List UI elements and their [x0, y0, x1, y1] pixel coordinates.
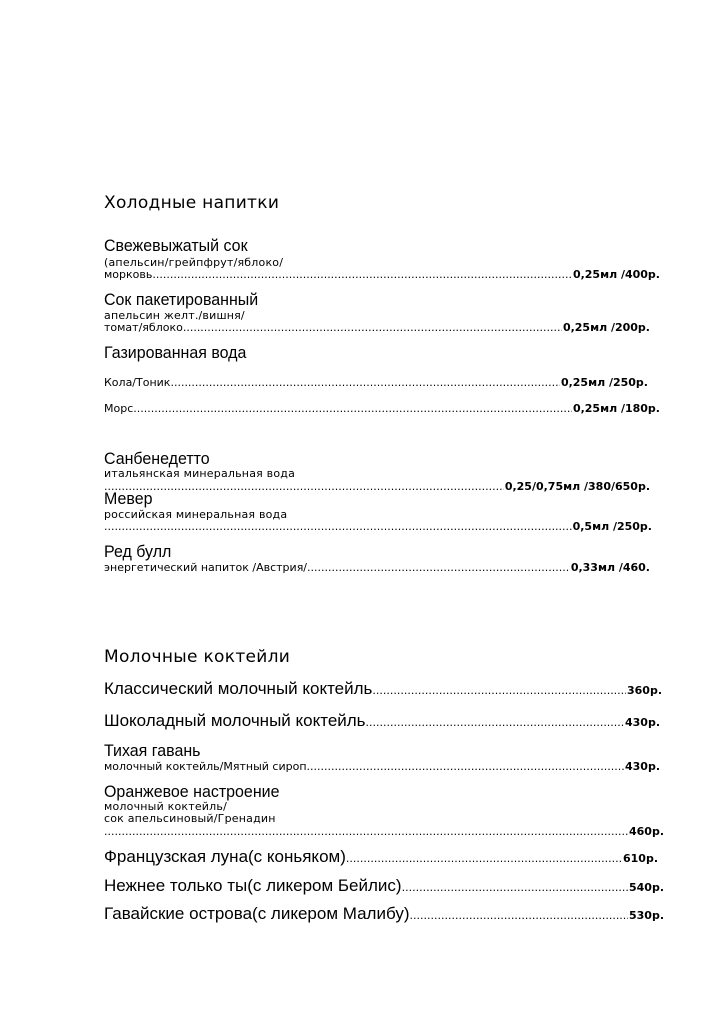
dot-leader: [410, 909, 628, 922]
section-title-cold-drinks: Холодные напитки: [104, 193, 280, 213]
price-chocolate-milkshake: 430р.: [624, 716, 660, 729]
price-french-moon: 610р.: [622, 852, 658, 865]
item-desc-packaged-juice-2: томат/яблоко: [104, 321, 183, 334]
item-desc-sanbenedetto: итальянская минеральная вода: [104, 467, 296, 480]
item-name-packaged-juice: Сок пакетированный: [104, 290, 259, 309]
item-name-chocolate-milkshake: Шоколадный молочный коктейль: [104, 711, 366, 730]
price-row-orange-mood: [104, 825, 664, 838]
item-name-mever: Мевер: [104, 489, 153, 508]
price-row-cola-tonic: [104, 376, 648, 389]
price-row-fresh-juice: [104, 268, 660, 281]
price-row-hawaii: [104, 904, 664, 924]
price-hawaii: 530р.: [628, 909, 664, 922]
dot-leader: [366, 716, 624, 729]
price-row-mors: [104, 402, 660, 415]
item-name-fresh-juice: Свежевыжатый сок: [104, 236, 248, 255]
item-text-cola-tonic: Кола/Тоник: [104, 376, 171, 389]
price-mors: 0,25мл /180р.: [572, 402, 660, 415]
item-desc-packaged-juice: апельсин желт./вишня/: [104, 309, 245, 322]
dot-leader: [152, 268, 572, 281]
dot-leader: [104, 480, 504, 493]
price-row-classic-milkshake: [104, 679, 662, 699]
price-row-chocolate-milkshake: [104, 711, 660, 731]
item-name-red-bull: Ред булл: [104, 542, 172, 561]
price-row-red-bull: [104, 561, 650, 574]
item-desc-red-bull: энергетический напиток /Австрия/: [104, 561, 308, 574]
price-red-bull: 0,33мл /460.: [570, 561, 650, 574]
price-cola-tonic: 0,25мл /250р.: [560, 376, 648, 389]
item-name-only-you: Нежнее только ты(с ликером Бейлис): [104, 876, 402, 895]
dot-leader: [372, 684, 626, 697]
item-name-soda: Газированная вода: [104, 343, 247, 362]
price-sanbenedetto: 0,25/0,75мл /380/650р.: [504, 480, 650, 493]
dot-leader: [307, 561, 570, 574]
item-desc-orange-mood-2: сок апельсиновый/Гренадин: [104, 812, 276, 825]
item-desc-orange-mood: молочный коктейль/: [104, 800, 227, 813]
item-name-french-moon: Французская луна(с коньяком): [104, 847, 346, 866]
price-row-sanbenedetto: [104, 480, 650, 493]
price-packaged-juice: 0,25мл /200р.: [562, 321, 650, 334]
dot-leader: [133, 402, 572, 415]
price-only-you: 540р.: [628, 881, 664, 894]
price-quiet-harbor: 430р.: [624, 760, 660, 773]
item-desc-quiet-harbor: молочный коктейль/Мятный сироп: [104, 760, 307, 773]
item-desc-fresh-juice: (апельсин/грейпфрут/яблоко/: [104, 256, 284, 269]
price-orange-mood: 460р.: [628, 825, 664, 838]
dot-leader: [346, 852, 622, 865]
price-row-mever: [104, 520, 652, 533]
price-row-quiet-harbor: [104, 760, 660, 773]
dot-leader: [402, 881, 628, 894]
dot-leader: [307, 760, 624, 773]
item-name-orange-mood: Оранжевое настроение: [104, 782, 280, 801]
dot-leader: [170, 376, 559, 389]
price-mever: 0,5мл /250р.: [572, 520, 652, 533]
item-name-sanbenedetto: Санбенедетто: [104, 449, 210, 468]
item-text-mors: Морс: [104, 402, 134, 415]
item-name-classic-milkshake: Классический молочный коктейль: [104, 679, 373, 698]
dot-leader: [183, 321, 562, 334]
item-desc-fresh-juice-2: морковь: [104, 268, 153, 281]
price-fresh-juice: 0,25мл /400р.: [572, 268, 660, 281]
dot-leader: [104, 520, 572, 533]
item-name-hawaii: Гавайские острова(с ликером Малибу): [104, 904, 410, 923]
price-row-only-you: [104, 876, 664, 896]
price-classic-milkshake: 360р.: [626, 684, 662, 697]
price-row-packaged-juice: [104, 321, 650, 334]
item-desc-mever: российская минеральная вода: [104, 508, 288, 521]
item-name-quiet-harbor: Тихая гавань: [104, 741, 201, 760]
dot-leader: [104, 825, 628, 838]
section-title-milkshakes: Молочные коктейли: [104, 647, 291, 667]
price-row-french-moon: [104, 847, 658, 867]
